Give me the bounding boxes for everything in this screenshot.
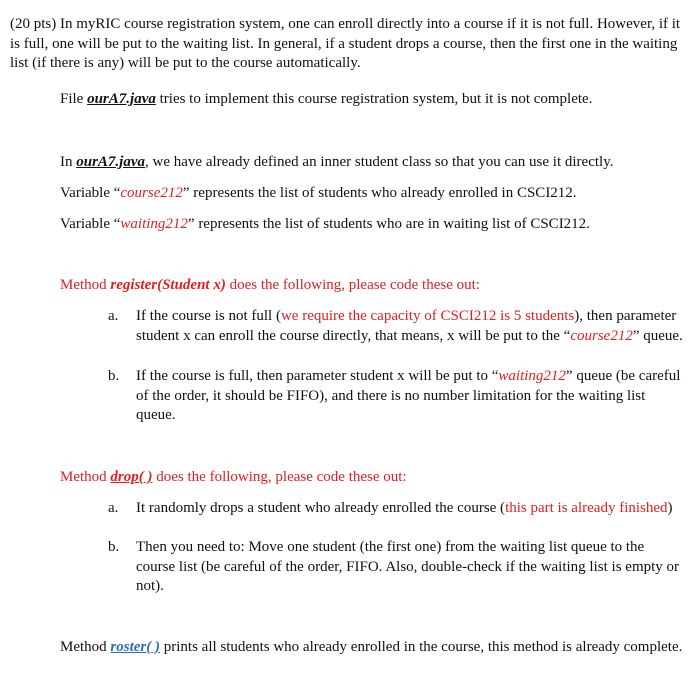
register-item-b-text bbox=[136, 367, 683, 426]
roster-method-name: roster( ) bbox=[110, 639, 160, 655]
drop-heading bbox=[60, 468, 690, 488]
points-label: (20 pts) bbox=[10, 16, 57, 32]
variable-name: waiting212 bbox=[498, 368, 566, 384]
variable-name: course212 bbox=[570, 327, 633, 344]
drop-item-a-text bbox=[136, 499, 683, 519]
text-run: ) bbox=[667, 500, 673, 516]
drop-item-b bbox=[108, 538, 683, 597]
roster-post: prints all students who already enrolled in the course, this method is already complete. bbox=[160, 639, 683, 655]
file-line-post: tries to implement this course registration system, but it is not complete. bbox=[155, 91, 593, 107]
register-item-a bbox=[108, 307, 683, 346]
inner-class-line bbox=[60, 153, 690, 173]
intro-paragraph bbox=[10, 15, 690, 74]
intro-text: In myRIC course registration system, one can enroll directly into a course if it is not full. However, if it is full, one will be put to the waiting list. In general, if a student drops a course, then the first one in the waiting list (if there is any) will be put to the course automatically. bbox=[10, 16, 681, 71]
drop-method-name: drop( ) bbox=[110, 469, 153, 485]
drop-item-b-text: Then you need to: Move one student (the first one) from the waiting list queue to the course list (be careful of the order, FIFO. Also, double-check if the waiting list is empty or not). bbox=[136, 539, 680, 594]
variable-course212-line bbox=[60, 184, 690, 204]
register-heading-post: does the following, please code these out: bbox=[225, 277, 480, 293]
variable-name: course212 bbox=[120, 185, 183, 201]
drop-item-a bbox=[108, 499, 683, 519]
inner-line-post: , we have already defined an inner student class so that you can use it directly. bbox=[145, 154, 614, 170]
list-marker: a. bbox=[108, 308, 119, 324]
register-heading bbox=[60, 276, 690, 296]
inner-line-pre: In bbox=[60, 154, 77, 170]
register-heading-pre: Method bbox=[60, 277, 111, 293]
text-run: If the course is full, then parameter student x will be put to “ bbox=[136, 368, 499, 384]
var1-pre: Variable “ bbox=[60, 185, 121, 201]
list-marker: b. bbox=[108, 368, 120, 384]
list-marker: b. bbox=[108, 539, 120, 555]
file-line bbox=[60, 90, 690, 110]
register-item-b bbox=[108, 367, 683, 426]
roster-line bbox=[60, 638, 690, 658]
var1-post: ” represents the list of students who already enrolled in CSCI212. bbox=[182, 185, 577, 201]
register-item-a-text bbox=[136, 307, 683, 346]
capacity-note: we require the capacity of CSCI212 is 5 students bbox=[280, 308, 575, 324]
text-run: ” queue (be careful of the order, it should be FIFO), and there is no number limitation for the waiting list queue. bbox=[136, 368, 681, 423]
variable-waiting212-line bbox=[60, 215, 690, 235]
text-run: ” queue. bbox=[632, 327, 683, 344]
text-run: If the course is not full ( bbox=[136, 308, 281, 324]
var2-pre: Variable “ bbox=[60, 216, 121, 232]
drop-heading-pre: Method bbox=[60, 469, 111, 485]
register-method-name: register(Student x) bbox=[110, 277, 226, 293]
filename: ourA7.java bbox=[76, 154, 146, 170]
text-run: ), then parameter student x can enroll the course directly, that means, x will be put to the “ bbox=[136, 308, 677, 344]
file-line-pre: File bbox=[60, 91, 88, 107]
roster-pre: Method bbox=[60, 639, 111, 655]
var2-post: ” represents the list of students who are in waiting list of CSCI212. bbox=[187, 216, 590, 232]
list-marker: a. bbox=[108, 500, 119, 516]
drop-heading-post: does the following, please code these out: bbox=[152, 469, 407, 485]
filename: ourA7.java bbox=[87, 91, 156, 107]
variable-name: waiting212 bbox=[120, 216, 188, 232]
finished-note: this part is already finished bbox=[505, 500, 668, 516]
text-run: It randomly drops a student who already enrolled the course ( bbox=[136, 500, 506, 516]
